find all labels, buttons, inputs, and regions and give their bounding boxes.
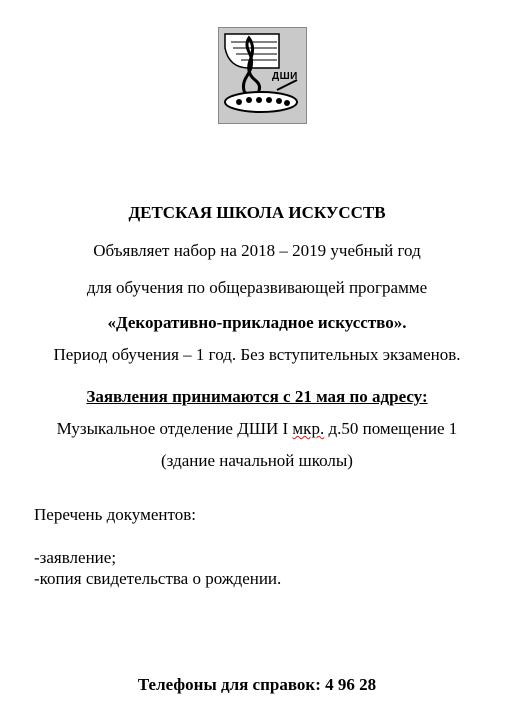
- study-period: Период обучения – 1 год. Без вступительных экзаменов.: [53, 345, 461, 364]
- building-note: (здание начальной школы): [161, 451, 353, 470]
- school-logo: [218, 27, 307, 124]
- announcement-line-1: Объявляет набор на 2018 – 2019 учебный год: [93, 241, 421, 260]
- document-item-1: -заявление;: [34, 548, 117, 567]
- applications-title: Заявления принимаются с 21 мая по адресу:: [86, 387, 428, 406]
- address-part-1: Музыкальное отделение ДШИ I: [56, 419, 293, 438]
- school-heading: ДЕТСКАЯ ШКОЛА ИСКУССТВ: [128, 203, 386, 222]
- address-line: [0, 419, 514, 439]
- logo-text: ДШИ: [272, 71, 298, 82]
- address-misspelled-word: мкр.: [292, 419, 325, 438]
- announcement-line-2: для обучения по общеразвивающей программе: [86, 278, 428, 297]
- document-item-2: -копия свидетельства о рождении.: [34, 569, 282, 588]
- phones-footer: Телефоны для справок: 4 96 28: [137, 675, 377, 694]
- address-part-2: д.50 помещение 1: [324, 419, 458, 438]
- documents-title: Перечень документов:: [34, 505, 196, 524]
- program-name: «Декоративно-прикладное искусство».: [107, 313, 407, 332]
